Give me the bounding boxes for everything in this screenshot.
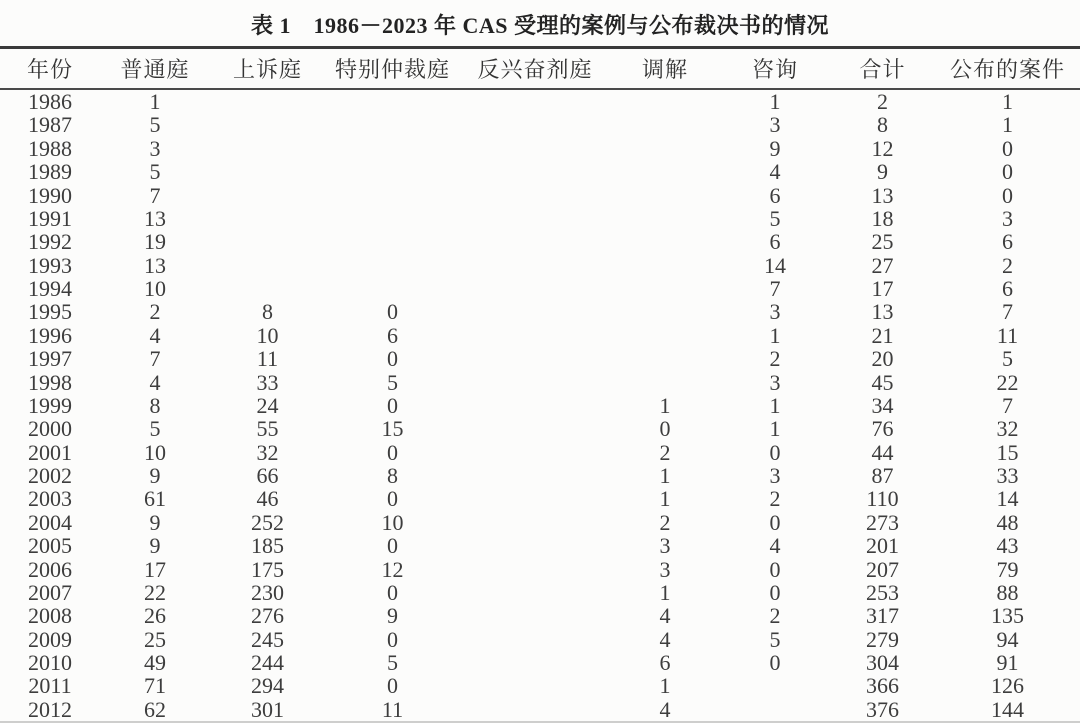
value-cell (460, 511, 610, 534)
value-cell: 5 (769, 627, 781, 651)
value-cell (325, 89, 460, 113)
table-row (0, 581, 1080, 604)
value-cell (325, 277, 460, 300)
value-cell: 10 (144, 440, 166, 464)
year-cell: 1993 (28, 253, 72, 277)
value-cell: 6 (387, 323, 398, 348)
table-row (0, 511, 1080, 534)
value-cell: 2 (769, 604, 781, 628)
value-cell: 13 (144, 253, 166, 277)
value-cell (610, 324, 720, 347)
table-row (0, 464, 1080, 487)
year-cell: 2009 (28, 627, 72, 651)
value-cell: 87 (871, 464, 894, 488)
table-row (0, 534, 1080, 557)
value-cell: 0 (769, 651, 781, 675)
value-cell (720, 674, 830, 697)
year-cell: 1988 (28, 136, 72, 161)
value-cell (325, 137, 460, 160)
value-cell (210, 230, 325, 253)
value-cell (210, 254, 325, 277)
value-cell (210, 207, 325, 230)
year-cell: 1989 (28, 160, 72, 184)
year-cell: 1987 (28, 113, 72, 137)
value-cell: 273 (866, 510, 899, 535)
value-cell: 0 (387, 487, 398, 511)
table-row (0, 89, 1080, 113)
value-cell (610, 277, 720, 300)
value-cell: 32 (996, 417, 1019, 441)
year-cell: 1994 (28, 277, 72, 301)
column-header-mediation: 调解 (610, 49, 720, 89)
table-row (0, 487, 1080, 510)
column-header-adhoc-division: 特别仲裁庭 (325, 49, 460, 89)
value-cell: 4 (659, 604, 671, 628)
value-cell (325, 230, 460, 253)
value-cell (460, 698, 610, 721)
value-cell: 1 (659, 393, 671, 418)
value-cell: 15 (996, 440, 1019, 464)
value-cell (210, 89, 325, 113)
value-cell: 3 (769, 370, 781, 394)
value-cell: 62 (144, 697, 166, 722)
value-cell: 17 (871, 277, 894, 301)
value-cell: 7 (149, 347, 161, 371)
value-cell (325, 184, 460, 207)
year-cell: 1996 (28, 323, 72, 348)
value-cell: 6 (1002, 230, 1013, 254)
value-cell: 32 (256, 440, 279, 464)
year-cell: 2007 (28, 580, 72, 605)
value-cell: 135 (991, 604, 1024, 628)
value-cell: 1 (769, 89, 781, 114)
value-cell: 11 (381, 697, 404, 722)
value-cell: 201 (866, 534, 899, 558)
value-cell: 8 (387, 464, 398, 488)
value-cell: 0 (387, 674, 398, 698)
value-cell: 94 (996, 627, 1019, 651)
value-cell: 4 (149, 370, 161, 394)
value-cell (460, 184, 610, 207)
value-cell (460, 137, 610, 160)
value-cell: 49 (144, 651, 166, 675)
value-cell: 66 (256, 464, 279, 488)
value-cell (460, 581, 610, 604)
value-cell (210, 160, 325, 183)
value-cell (325, 113, 460, 136)
value-cell (610, 230, 720, 253)
value-cell: 10 (381, 510, 404, 535)
value-cell: 9 (149, 464, 161, 488)
value-cell: 33 (996, 464, 1019, 488)
value-cell: 3 (659, 534, 671, 558)
value-cell (610, 184, 720, 207)
value-cell: 304 (866, 651, 899, 675)
year-cell: 2004 (28, 510, 72, 535)
value-cell (460, 300, 610, 323)
value-cell: 24 (256, 393, 279, 418)
value-cell: 5 (149, 113, 161, 137)
value-cell: 3 (769, 464, 781, 488)
value-cell (460, 324, 610, 347)
value-cell: 2 (659, 440, 671, 464)
table-caption: 表 1 1986－2023 年 CAS 受理的案例与公布裁决书的情况 (0, 0, 1080, 49)
value-cell: 10 (144, 277, 166, 301)
value-cell: 2 (149, 300, 161, 324)
value-cell: 0 (387, 580, 398, 605)
year-cell: 2002 (28, 464, 72, 488)
value-cell: 1 (659, 674, 671, 698)
value-cell: 1 (1002, 113, 1013, 137)
value-cell: 22 (996, 370, 1019, 394)
value-cell (610, 113, 720, 136)
value-cell (460, 207, 610, 230)
value-cell: 0 (769, 557, 781, 581)
value-cell (460, 394, 610, 417)
value-cell: 0 (1002, 160, 1013, 184)
value-cell (460, 651, 610, 674)
year-cell: 2011 (28, 674, 72, 698)
cas-cases-table (0, 49, 1080, 721)
value-cell: 0 (769, 510, 781, 535)
value-cell: 9 (769, 136, 781, 161)
value-cell: 2 (769, 347, 781, 371)
table-row (0, 394, 1080, 417)
column-header-total: 合计 (830, 49, 935, 89)
value-cell: 7 (149, 183, 161, 207)
value-cell: 0 (387, 393, 398, 418)
value-cell: 27 (871, 253, 894, 277)
table-row (0, 300, 1080, 323)
value-cell (460, 160, 610, 183)
year-cell: 1997 (28, 347, 72, 371)
value-cell: 276 (251, 604, 284, 628)
value-cell: 366 (866, 674, 899, 698)
value-cell (460, 464, 610, 487)
value-cell: 230 (251, 580, 284, 605)
value-cell: 18 (871, 206, 894, 231)
year-cell: 2012 (28, 697, 72, 722)
value-cell (610, 207, 720, 230)
value-cell: 9 (149, 510, 161, 535)
value-cell: 0 (1002, 136, 1013, 161)
value-cell (460, 347, 610, 370)
value-cell: 301 (251, 697, 284, 722)
value-cell: 21 (871, 323, 894, 348)
value-cell (460, 674, 610, 697)
year-cell: 1986 (28, 89, 72, 114)
value-cell (610, 254, 720, 277)
value-cell: 7 (1002, 300, 1013, 324)
value-cell: 1 (659, 464, 671, 488)
value-cell (460, 277, 610, 300)
column-header-year: 年份 (0, 49, 100, 89)
value-cell: 11 (996, 323, 1019, 348)
column-header-published-cases: 公布的案件 (935, 49, 1080, 89)
value-cell: 253 (866, 580, 899, 605)
value-cell: 48 (996, 510, 1019, 535)
value-cell: 20 (871, 347, 894, 371)
value-cell: 1 (769, 393, 781, 418)
value-cell: 14 (996, 487, 1019, 511)
value-cell (460, 89, 610, 113)
value-cell: 33 (256, 370, 279, 394)
value-cell: 8 (262, 300, 273, 324)
table-row (0, 113, 1080, 136)
value-cell: 9 (387, 604, 398, 628)
value-cell (610, 300, 720, 323)
value-cell: 317 (866, 604, 899, 628)
value-cell: 185 (251, 534, 284, 558)
value-cell: 14 (764, 253, 786, 277)
value-cell (210, 137, 325, 160)
column-header-antidoping-division: 反兴奋剂庭 (460, 49, 610, 89)
table-row (0, 230, 1080, 253)
value-cell: 25 (871, 230, 894, 254)
value-cell: 61 (144, 487, 166, 511)
value-cell: 4 (769, 534, 781, 558)
value-cell: 1 (149, 89, 161, 114)
value-cell: 0 (659, 417, 671, 441)
value-cell (460, 558, 610, 581)
year-cell: 2008 (28, 604, 72, 628)
table-row (0, 160, 1080, 183)
value-cell: 13 (871, 183, 894, 207)
value-cell (460, 230, 610, 253)
year-cell: 2010 (28, 651, 72, 675)
value-cell: 3 (659, 557, 671, 581)
table-row (0, 207, 1080, 230)
value-cell: 17 (144, 557, 166, 581)
value-cell: 6 (769, 183, 781, 207)
value-cell: 79 (996, 557, 1019, 581)
year-cell: 1998 (28, 370, 72, 394)
table-row (0, 324, 1080, 347)
value-cell: 126 (991, 674, 1024, 698)
value-cell (610, 160, 720, 183)
value-cell: 0 (769, 580, 781, 605)
value-cell: 9 (149, 534, 161, 558)
column-header-appeals-division: 上诉庭 (210, 49, 325, 89)
value-cell: 2 (877, 89, 888, 114)
year-cell: 1999 (28, 393, 72, 418)
value-cell (610, 137, 720, 160)
value-cell (460, 604, 610, 627)
header-row (0, 49, 1080, 89)
value-cell (460, 417, 610, 440)
value-cell: 34 (871, 393, 894, 418)
table-row (0, 628, 1080, 651)
value-cell: 13 (144, 206, 166, 231)
column-header-ordinary-division: 普通庭 (100, 49, 210, 89)
value-cell (460, 487, 610, 510)
year-cell: 2000 (28, 417, 72, 441)
value-cell: 252 (251, 510, 284, 535)
value-cell: 0 (387, 627, 398, 651)
year-cell: 1990 (28, 183, 72, 207)
value-cell: 44 (871, 440, 894, 464)
value-cell (720, 698, 830, 721)
value-cell: 13 (871, 300, 894, 324)
value-cell: 294 (251, 674, 284, 698)
value-cell: 2 (659, 510, 671, 535)
value-cell: 2 (769, 487, 781, 511)
value-cell (460, 254, 610, 277)
value-cell: 12 (381, 557, 404, 581)
value-cell: 10 (256, 323, 279, 348)
value-cell: 12 (871, 136, 894, 161)
value-cell (210, 277, 325, 300)
table-row (0, 137, 1080, 160)
value-cell: 0 (387, 300, 398, 324)
table-row (0, 698, 1080, 721)
value-cell: 376 (866, 697, 899, 722)
value-cell: 3 (149, 136, 161, 161)
value-cell: 0 (769, 440, 781, 464)
value-cell: 26 (144, 604, 166, 628)
value-cell: 110 (866, 487, 899, 511)
value-cell: 8 (149, 393, 161, 418)
table-row (0, 417, 1080, 440)
value-cell (460, 113, 610, 136)
value-cell (610, 89, 720, 113)
value-cell: 43 (996, 534, 1019, 558)
value-cell: 175 (251, 557, 284, 581)
value-cell: 245 (251, 627, 284, 651)
value-cell: 6 (769, 230, 781, 254)
value-cell: 11 (256, 347, 279, 371)
value-cell: 1 (1002, 89, 1013, 114)
value-cell: 88 (996, 580, 1019, 605)
table-body (0, 89, 1080, 721)
value-cell: 0 (387, 534, 398, 558)
value-cell: 1 (769, 323, 781, 348)
year-cell: 2003 (28, 487, 72, 511)
value-cell (460, 371, 610, 394)
value-cell: 46 (256, 487, 279, 511)
value-cell: 1 (659, 580, 671, 605)
value-cell: 6 (659, 651, 671, 675)
value-cell: 1 (769, 417, 781, 441)
value-cell: 7 (769, 277, 781, 301)
table-row (0, 674, 1080, 697)
value-cell (325, 254, 460, 277)
table-row (0, 441, 1080, 464)
year-cell: 2005 (28, 534, 72, 558)
value-cell: 0 (387, 347, 398, 371)
value-cell: 1 (659, 487, 671, 511)
value-cell: 5 (769, 206, 781, 231)
value-cell: 91 (996, 651, 1019, 675)
value-cell: 207 (866, 557, 899, 581)
year-cell: 2001 (28, 440, 72, 464)
year-cell: 1992 (28, 230, 72, 254)
value-cell: 5 (387, 651, 398, 675)
value-cell: 45 (871, 370, 894, 394)
value-cell: 2 (1002, 253, 1013, 277)
value-cell (460, 628, 610, 651)
value-cell (325, 207, 460, 230)
value-cell: 3 (1002, 206, 1013, 231)
value-cell: 3 (769, 113, 781, 137)
value-cell: 6 (1002, 277, 1013, 301)
table-row (0, 254, 1080, 277)
value-cell: 279 (866, 627, 899, 651)
value-cell (210, 184, 325, 207)
value-cell (210, 113, 325, 136)
value-cell: 4 (659, 697, 671, 722)
table-row (0, 371, 1080, 394)
value-cell: 71 (144, 674, 166, 698)
value-cell: 8 (877, 113, 888, 137)
table-row (0, 347, 1080, 370)
value-cell: 25 (144, 627, 166, 651)
value-cell: 76 (871, 417, 894, 441)
table-row (0, 651, 1080, 674)
value-cell: 244 (251, 651, 284, 675)
value-cell: 5 (149, 160, 161, 184)
value-cell: 0 (1002, 183, 1013, 207)
table-row (0, 604, 1080, 627)
value-cell: 3 (769, 300, 781, 324)
value-cell (325, 160, 460, 183)
value-cell: 0 (387, 440, 398, 464)
column-header-advisory: 咨询 (720, 49, 830, 89)
year-cell: 1995 (28, 300, 72, 324)
table-row (0, 277, 1080, 300)
value-cell: 5 (1002, 347, 1013, 371)
value-cell: 19 (144, 230, 166, 254)
value-cell (610, 371, 720, 394)
value-cell: 4 (659, 627, 671, 651)
value-cell: 9 (877, 160, 888, 184)
table-row (0, 558, 1080, 581)
value-cell (460, 534, 610, 557)
value-cell: 5 (149, 417, 161, 441)
value-cell: 22 (144, 580, 166, 605)
value-cell: 4 (149, 323, 161, 348)
year-cell: 1991 (28, 206, 72, 231)
value-cell: 7 (1002, 393, 1013, 418)
value-cell: 4 (769, 160, 781, 184)
table-row (0, 184, 1080, 207)
value-cell: 144 (991, 697, 1024, 722)
year-cell: 2006 (28, 557, 72, 581)
value-cell: 55 (256, 417, 279, 441)
value-cell: 5 (387, 370, 398, 394)
value-cell (460, 441, 610, 464)
value-cell: 15 (381, 417, 404, 441)
value-cell (610, 347, 720, 370)
